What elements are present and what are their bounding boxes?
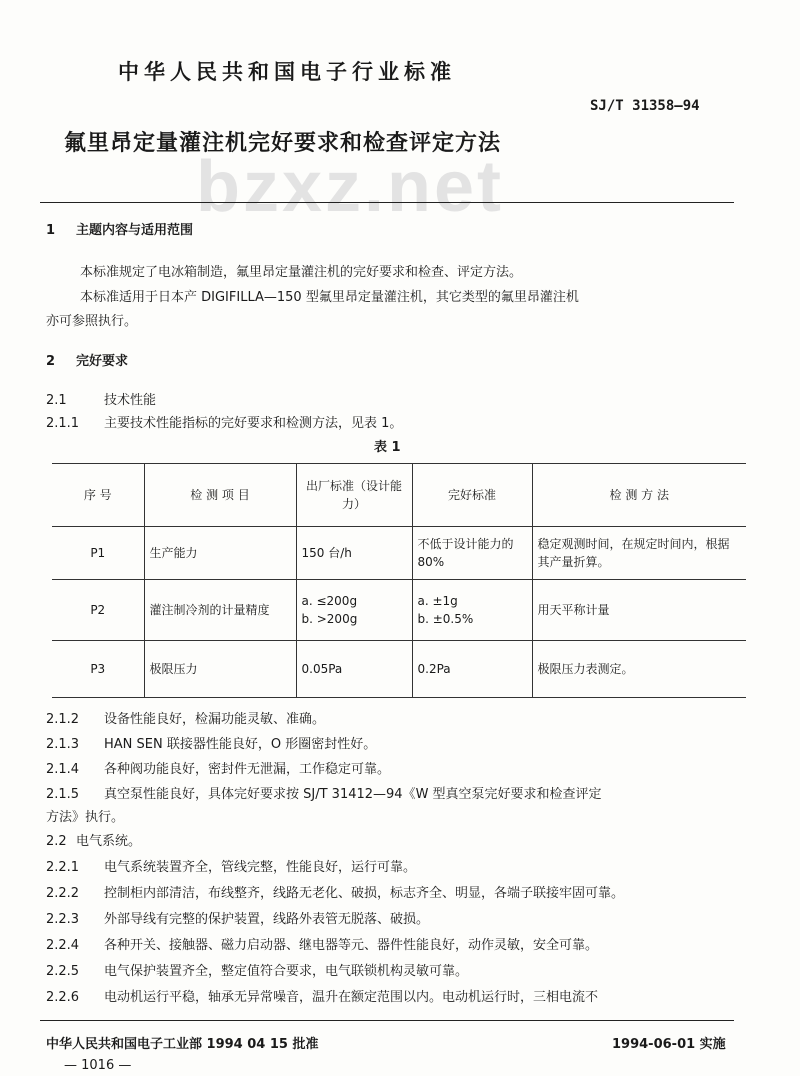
- clause-2-2: [46, 830, 141, 849]
- cell-good-standard: [412, 580, 532, 641]
- watermark: bzxz.net: [196, 147, 505, 227]
- cell-good-standard: 不低于设计能力的 80%: [412, 527, 532, 580]
- clause-text: 真空泵性能良好，具体完好要求按 SJ/T 31412—94《W 型真空泵完好要求和检查评定: [104, 787, 602, 802]
- clause-text: HAN SEN 联接器性能良好，O 形圈密封性好。: [104, 737, 377, 752]
- section-2-number: 2: [46, 354, 56, 369]
- header-good-standard: 完好标准: [412, 464, 532, 527]
- clause-number: 2.1.3: [46, 737, 80, 752]
- clause-2-2-3: [46, 908, 429, 927]
- clause-2-1-5-continued: 方法》执行。: [46, 810, 125, 825]
- cell-factory-standard: 150 台/h: [296, 527, 412, 580]
- clause-2-2-1: [46, 856, 416, 875]
- standard-number: SJ/T 31358—94: [590, 98, 700, 114]
- clause-2-1-5: [46, 783, 602, 802]
- table-row: [52, 527, 746, 580]
- header-factory-standard: 出厂标准（设计能力）: [296, 464, 412, 527]
- factory-standard-a: a. ≤200g: [301, 594, 358, 608]
- clause-number: 2.2.1: [46, 860, 80, 875]
- cell-test-method: 极限压力表测定。: [532, 641, 746, 698]
- cell-test-item: 灌注制冷剂的计量精度: [144, 580, 296, 641]
- cell-serial: P2: [52, 580, 144, 641]
- section-2-heading: [46, 350, 128, 369]
- clause-number: 2.1.1: [46, 416, 80, 431]
- header-serial: 序 号: [52, 464, 144, 527]
- clause-number: 2.1.5: [46, 787, 80, 802]
- page-number: — 1016 —: [64, 1058, 132, 1073]
- table-1: [52, 463, 746, 698]
- footer-rule: [40, 1020, 734, 1021]
- cell-good-standard: 0.2Pa: [412, 641, 532, 698]
- clause-number: 2.1.2: [46, 712, 80, 727]
- document-title: 氟里昂定量灌注机完好要求和检查评定方法: [64, 131, 502, 156]
- cell-factory-standard: 0.05Pa: [296, 641, 412, 698]
- cell-test-method: 用天平称计量: [532, 580, 746, 641]
- clause-number: 2.2.3: [46, 912, 80, 927]
- header-test-item: 检 测 项 目: [144, 464, 296, 527]
- cell-serial: P1: [52, 527, 144, 580]
- clause-text: 技术性能: [104, 393, 157, 408]
- factory-standard-b: b. >200g: [301, 612, 358, 626]
- table-header-row: [52, 464, 746, 527]
- clause-number: 2.2.4: [46, 938, 80, 953]
- effective-date: 1994-06-01 实施: [612, 1037, 726, 1052]
- clause-number: 2.1.4: [46, 762, 80, 777]
- clause-number: 2.1: [46, 393, 67, 408]
- table-caption: 表 1: [374, 440, 401, 455]
- cell-factory-standard: [296, 580, 412, 641]
- cell-test-method: 稳定观测时间，在规定时间内，根据其产量折算。: [532, 527, 746, 580]
- header-rule: [40, 202, 734, 203]
- clause-number: 2.2.6: [46, 990, 80, 1005]
- clause-number: 2.2.5: [46, 964, 80, 979]
- clause-number: 2.2.2: [46, 886, 80, 901]
- clause-text: 外部导线有完整的保护装置，线路外表管无脱落、破损。: [104, 912, 430, 927]
- cell-serial: P3: [52, 641, 144, 698]
- cell-test-item: 极限压力: [144, 641, 296, 698]
- table-row: [52, 641, 746, 698]
- clause-text: 电气系统装置齐全，管线完整，性能良好，运行可靠。: [104, 860, 417, 875]
- clause-text: 设备性能良好，检漏功能灵敏、准确。: [104, 712, 326, 727]
- clause-2-2-2: [46, 882, 624, 901]
- clause-2-2-4: [46, 934, 598, 953]
- clause-2-1-2: [46, 708, 325, 727]
- section-1-number: 1: [46, 223, 56, 238]
- clause-text: 电气系统。: [76, 834, 142, 849]
- clause-2-1-3: [46, 733, 376, 752]
- section-1-paragraph-1: 本标准规定了电冰箱制造，氟里昂定量灌注机的完好要求和检查、评定方法。: [80, 265, 523, 280]
- clause-2-2-5: [46, 960, 468, 979]
- clause-text: 各种开关、接触器、磁力启动器、继电器等元、器件性能良好，动作灵敏，安全可靠。: [104, 938, 599, 953]
- clause-2-1: [46, 389, 156, 408]
- header-test-method: 检 测 方 法: [532, 464, 746, 527]
- clause-2-1-1: [46, 412, 402, 431]
- section-1-paragraph-2-continued: 亦可参照执行。: [46, 314, 138, 329]
- clause-text: 主要技术性能指标的完好要求和检测方法，见表 1。: [104, 416, 403, 431]
- table-row: [52, 580, 746, 641]
- section-2-title: 完好要求: [76, 354, 129, 369]
- clause-text: 控制柜内部清洁，布线整齐，线路无老化、破损，标志齐全、明显，各端子联接牢固可靠。: [104, 886, 625, 901]
- issuing-organization: 中华人民共和国电子行业标准: [118, 60, 456, 84]
- clause-2-2-6: [46, 986, 598, 1005]
- cell-test-item: 生产能力: [144, 527, 296, 580]
- clause-text: 各种阀功能良好，密封件无泄漏，工作稳定可靠。: [104, 762, 391, 777]
- section-1-paragraph-2: 本标准适用于日本产 DIGIFILLA—150 型氟里昂定量灌注机，其它类型的氟里昂灌注机: [80, 290, 579, 305]
- section-1-title: 主题内容与适用范围: [76, 223, 194, 238]
- clause-text: 电气保护装置齐全，整定值符合要求，电气联锁机构灵敏可靠。: [104, 964, 469, 979]
- clause-2-1-4: [46, 758, 390, 777]
- clause-number: 2.2: [46, 834, 67, 849]
- approval-note: 中华人民共和国电子工业部 1994 04 15 批准: [46, 1037, 319, 1052]
- clause-text: 电动机运行平稳，轴承无异常噪音，温升在额定范围以内。电动机运行时，三相电流不: [104, 990, 599, 1005]
- section-1-heading: [46, 219, 193, 238]
- good-standard-a: a. ±1g: [417, 594, 458, 608]
- good-standard-b: b. ±0.5%: [417, 612, 474, 626]
